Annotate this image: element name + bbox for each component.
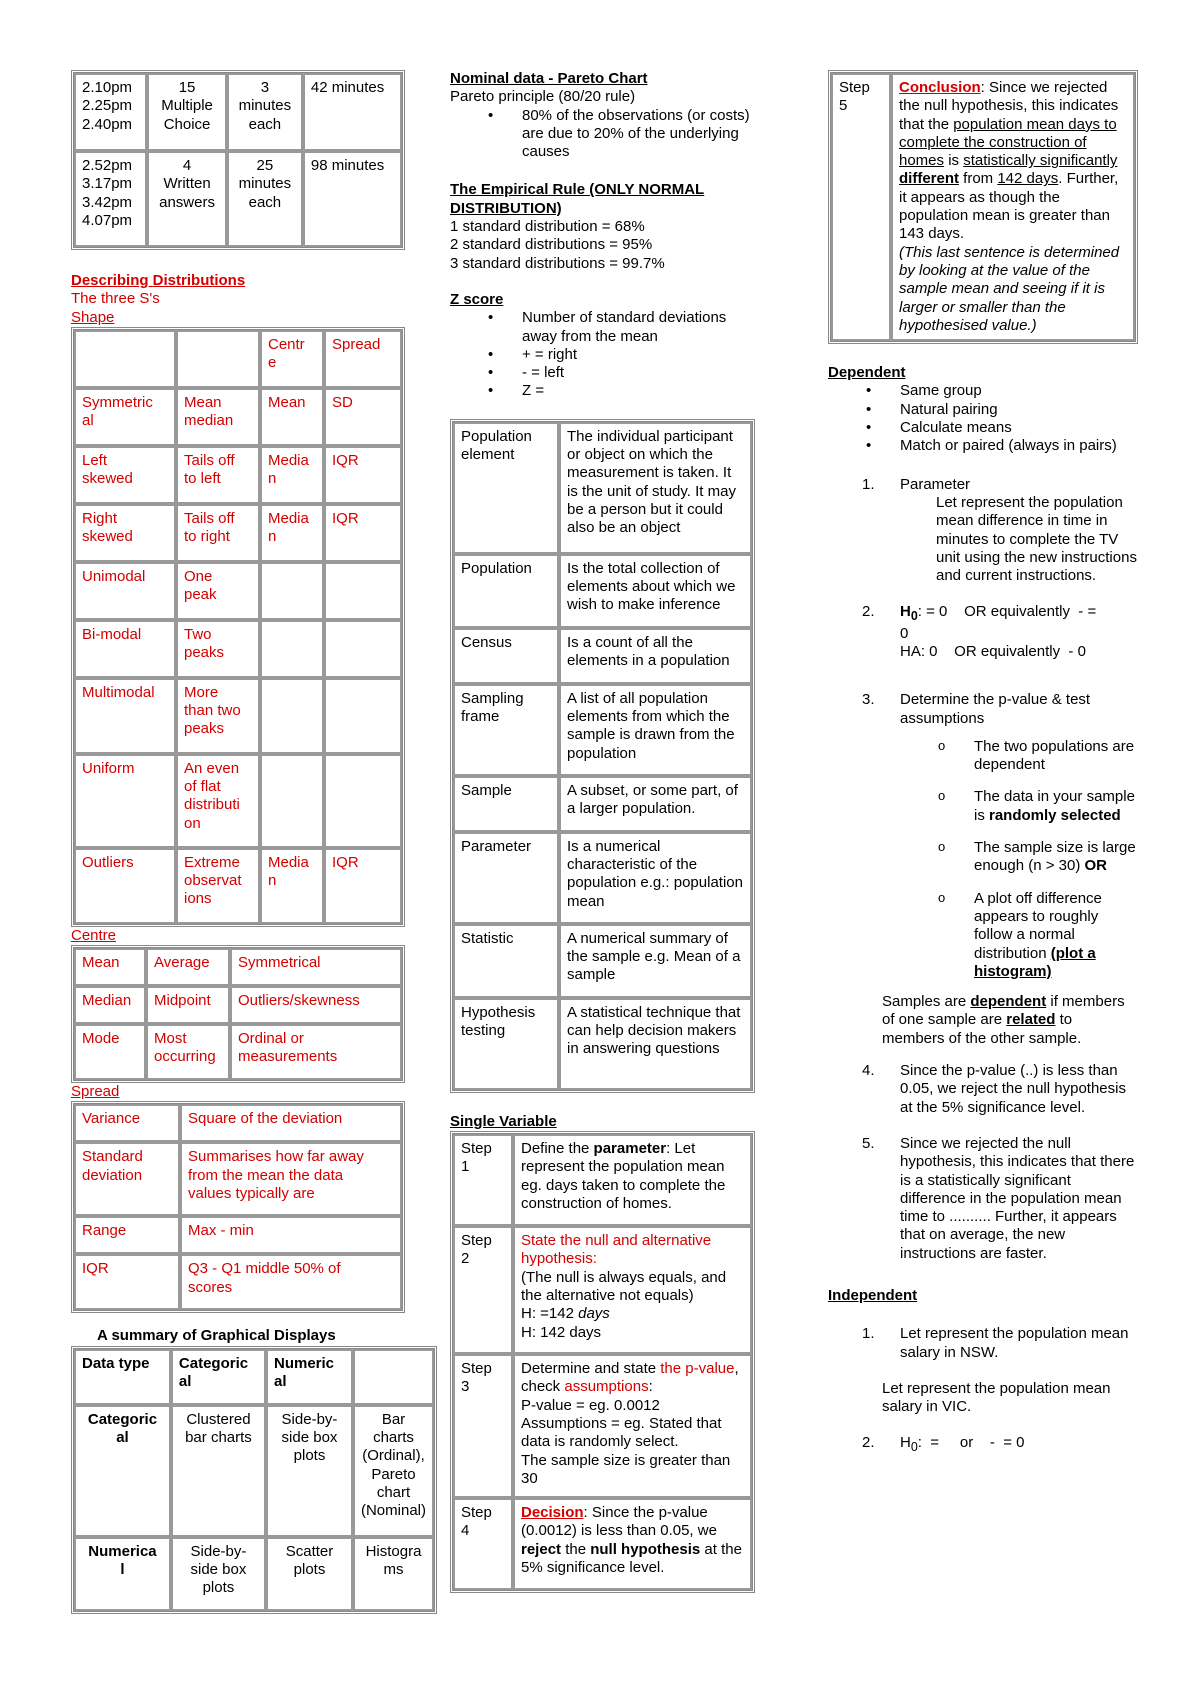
text-span: H [900, 603, 911, 621]
table-cell: Square of the deviation [180, 1104, 402, 1142]
table-header: Categoric al [171, 1349, 266, 1405]
table-row [453, 554, 752, 628]
list-item: • 80% of the observations (or costs) are due to 20% of the underlying causes [522, 107, 755, 162]
text-span: reject [521, 1540, 562, 1558]
text-span: assumptions [564, 1378, 649, 1396]
column-2 [450, 70, 755, 1593]
text-span: : Since we rejected the null hypothesis, this indicates that the [899, 79, 1119, 133]
step-label: Step 4 [453, 1498, 513, 1590]
text-line: Parameter [900, 475, 971, 493]
table-row [74, 678, 402, 754]
text-line: Let represent the population mean salary in VIC. [882, 1379, 1111, 1416]
text-span: Define the [521, 1140, 594, 1158]
zscore-heading: Z score [450, 290, 504, 308]
table-cell: Range [74, 1216, 180, 1254]
spread-table [71, 1101, 405, 1313]
table-cell: Mean [260, 388, 324, 446]
table-cell: Is a count of all the elements in a population [559, 628, 752, 684]
table-row [453, 422, 752, 554]
text-span: The sample size is large enough (n > 30) [974, 839, 1136, 875]
list-item [862, 1325, 1138, 1416]
table-cell: Sample [453, 776, 559, 832]
table-cell: Multimodal [74, 678, 176, 754]
table-row [74, 948, 402, 986]
text-span: randomly selected [989, 806, 1121, 824]
table-cell [324, 562, 402, 620]
text-span: is [944, 152, 964, 170]
table-row [74, 1537, 434, 1611]
table-header: Spread [324, 330, 402, 388]
table-cell: Midpoint [146, 986, 230, 1024]
text-span: A plot off difference appears to roughly follow a normal distribution [974, 889, 1102, 962]
table-cell: Clustered bar charts [171, 1405, 266, 1537]
independent-heading: Independent [828, 1286, 918, 1304]
step-label: Step 3 [453, 1354, 513, 1498]
dependent-heading: Dependent [828, 364, 906, 382]
centre-table [71, 945, 405, 1083]
table-cell: Variance [74, 1104, 180, 1142]
table-row [74, 73, 402, 151]
text-span: related [1006, 1011, 1056, 1029]
list-item [974, 788, 1138, 825]
list-number: 1. [862, 475, 875, 493]
text-span: : Let represent the population mean eg. days taken to complete the construction of homes. [521, 1140, 726, 1212]
text-line: Determine the p-value & test assumptions [900, 691, 1091, 727]
pareto-list [450, 107, 755, 162]
table-cell: Standard deviation [74, 1142, 180, 1216]
list-item: • Same group [900, 382, 1138, 400]
step-5-text [891, 73, 1135, 341]
table-row [74, 986, 402, 1024]
column-3 [828, 70, 1138, 1474]
table-cell: Population [453, 554, 559, 628]
table-cell: IQR [324, 848, 402, 924]
three-s-label: The three S's [71, 290, 160, 308]
table-row [453, 1134, 752, 1226]
text-line: (The null is always equals, and the alternative not equals) [521, 1268, 727, 1304]
assumption-list [900, 738, 1138, 981]
step-3-text [513, 1354, 752, 1498]
table-header [74, 330, 176, 388]
table-cell: Mean [74, 948, 146, 986]
text-span: : = 0 OR equivalently - = 0 [900, 603, 1097, 642]
table-cell: 4 Written answers [147, 151, 227, 247]
table-cell: Symmetrical [230, 948, 402, 986]
text-span: Decision [521, 1504, 584, 1522]
text-span: days [578, 1305, 610, 1323]
table-cell: Summarises how far away from the mean the data values typically are [180, 1142, 402, 1216]
list-item [974, 890, 1138, 981]
step-1-text [513, 1134, 752, 1226]
text-span: if members of one sample are [882, 993, 1125, 1029]
table-cell [260, 620, 324, 678]
table-cell: Average [146, 948, 230, 986]
text-span: Samples are [882, 993, 971, 1011]
table-cell: IQR [324, 446, 402, 504]
text-span: The data in your sample is [974, 788, 1135, 824]
table-cell: Side-by- side box plots [171, 1537, 266, 1611]
table-cell: IQR [74, 1254, 180, 1310]
text-span: Conclusion [899, 79, 981, 96]
table-row [74, 754, 402, 848]
text-line: P-value = eg. 0.0012 [521, 1396, 660, 1414]
table-cell: Categoric al [74, 1405, 171, 1537]
text-span: H [900, 1434, 911, 1452]
table-cell: Extreme observat ions [176, 848, 260, 924]
list-item [862, 475, 1138, 586]
table-cell: Hypothesis testing [453, 998, 559, 1090]
text-span: : = or - = 0 [917, 1434, 1025, 1452]
table-row [74, 1142, 402, 1216]
list-item: o The two populations are dependent [974, 738, 1138, 775]
table-row [453, 776, 752, 832]
table-cell: Sampling frame [453, 684, 559, 776]
text-span: OR [1084, 857, 1108, 875]
table-cell: Population element [453, 422, 559, 554]
text-span: . Further, it appears as though the population mean is greater than 143 days. [899, 170, 1119, 243]
table-row [74, 1254, 402, 1310]
list-item: • Calculate means [900, 419, 1138, 437]
table-cell: A numerical summary of the sample e.g. Mean of a sample [559, 924, 752, 998]
table-cell: Tails off to right [176, 504, 260, 562]
list-item [862, 1134, 1138, 1263]
text-line: HA: 0 OR equivalently - 0 [900, 642, 1086, 660]
table-cell [260, 562, 324, 620]
table-cell: A statistical technique that can help decision makers in answering questions [559, 998, 752, 1090]
independent-steps [828, 1325, 1138, 1455]
table-cell: Tails off to left [176, 446, 260, 504]
list-item: • Z = [522, 382, 755, 400]
table-cell: 15 Multiple Choice [147, 73, 227, 151]
table-cell: Q3 - Q1 middle 50% of scores [180, 1254, 402, 1310]
table-cell: Media n [260, 504, 324, 562]
table-cell: Outliers [74, 848, 176, 924]
table-cell: Two peaks [176, 620, 260, 678]
step-4-text [513, 1498, 752, 1590]
spread-label: Spread [71, 1083, 120, 1101]
single-variable-heading: Single Variable [450, 1112, 557, 1130]
table-header: Data type [74, 1349, 171, 1405]
table-cell: Media n [260, 848, 324, 924]
text-span: Since we rejected the null hypothesis, this indicates that there is a statistically significant difference in the population mean time to .......... Further, it appears that on average, the new instructions are faster. [900, 1134, 1135, 1262]
pareto-heading: Nominal data - Pareto Chart [450, 70, 648, 87]
table-row [453, 1226, 752, 1354]
shape-table [71, 327, 405, 927]
text-span: at the 5% significance level. [521, 1540, 742, 1576]
single-variable-table [450, 1131, 755, 1593]
text-span: from [959, 170, 998, 188]
table-row [74, 1405, 434, 1537]
table-cell: Ordinal or measurements [230, 1024, 402, 1080]
list-item [862, 1062, 1138, 1117]
text-span: 142 days [997, 170, 1059, 188]
table-cell [324, 678, 402, 754]
table-cell: Max - min [180, 1216, 402, 1254]
text-span: dependent [970, 993, 1047, 1011]
table-cell: Symmetric al [74, 388, 176, 446]
table-cell: Median [74, 986, 146, 1024]
table-cell: An even of flat distributi on [176, 754, 260, 848]
table-row [74, 1349, 434, 1405]
table-cell: The individual participant or object on which the measurement is taken. It is the unit of study. It may be a person but it could also be an object [559, 422, 752, 554]
empirical-line: 1 standard distribution = 68% [450, 218, 645, 236]
list-item [862, 1434, 1138, 1455]
table-cell: Outliers/skewness [230, 986, 402, 1024]
table-cell: Most occurring [146, 1024, 230, 1080]
table-cell: A list of all population elements from which the sample is drawn from the population [559, 684, 752, 776]
text-span: : [648, 1378, 653, 1396]
table-cell: Statistic [453, 924, 559, 998]
text-span: : Since the p-value (0.0012) is less than 0.05, we [521, 1504, 717, 1540]
table-cell: 2.52pm 3.17pm 3.42pm 4.07pm [74, 151, 147, 247]
text-line [900, 603, 1138, 643]
empirical-line: 2 standard distributions = 95% [450, 236, 653, 254]
text-line: The sample size is greater than 30 [521, 1451, 731, 1487]
table-cell: 3 minutes each [227, 73, 303, 151]
samples-note [828, 993, 1138, 1048]
list-item: • Natural pairing [900, 401, 1138, 419]
table-row [453, 628, 752, 684]
list-item [862, 691, 1138, 981]
table-cell: Is the total collection of elements about which we wish to make inference [559, 554, 752, 628]
table-cell: Media n [260, 446, 324, 504]
table-cell: Mode [74, 1024, 146, 1080]
list-item [974, 839, 1138, 876]
table-cell: Census [453, 628, 559, 684]
text-span: to members of the other sample. [882, 1011, 1082, 1047]
table-header: Centr e [260, 330, 324, 388]
text-line [900, 1434, 1138, 1455]
table-cell: Bi-modal [74, 620, 176, 678]
centre-label: Centre [71, 926, 117, 944]
text-span: 0 [910, 1440, 918, 1455]
table-header [176, 330, 260, 388]
list-number: 4. [862, 1062, 875, 1080]
table-row [74, 562, 402, 620]
graphical-title: A summary of Graphical Displays [97, 1327, 336, 1345]
table-cell: Numerica l [74, 1537, 171, 1611]
dependent-steps-continued [828, 1062, 1138, 1263]
text-span: Since the p-value (..) is less than 0.05, we reject the null hypothesis at the 5% significance level. [900, 1062, 1126, 1116]
table-row [453, 924, 752, 998]
text-span: null hypothesis [590, 1540, 701, 1558]
definitions-table [450, 419, 755, 1093]
list-item: • Match or paired (always in pairs) [900, 437, 1138, 455]
table-row [453, 1354, 752, 1498]
text-line: State the null and alternative hypothesis: [521, 1232, 712, 1268]
text-line [521, 1360, 744, 1397]
text-span: (plot a histogram) [974, 944, 1096, 980]
table-cell: 2.10pm 2.25pm 2.40pm [74, 73, 147, 151]
table-cell: 25 minutes each [227, 151, 303, 247]
step-2-text [513, 1226, 752, 1354]
table-row [74, 330, 402, 388]
table-header: Numeric al [266, 1349, 353, 1405]
table-cell: Left skewed [74, 446, 176, 504]
list-number: 2. [862, 1434, 875, 1452]
list-item [862, 603, 1138, 661]
text-span: population mean days to complete the construction of homes [899, 115, 1117, 170]
column-1 [71, 70, 426, 1614]
table-cell: 98 minutes [303, 151, 402, 247]
dependent-list [828, 382, 1138, 455]
table-cell: Histogra ms [353, 1537, 434, 1611]
table-cell: One peak [176, 562, 260, 620]
table-cell: Side-by- side box plots [266, 1405, 353, 1537]
text-span: H: =142 [521, 1305, 579, 1323]
table-cell [260, 754, 324, 848]
table-cell: IQR [324, 504, 402, 562]
table-row [74, 1216, 402, 1254]
step-5-table [828, 70, 1138, 344]
step-label: Step 2 [453, 1226, 513, 1354]
table-row [74, 446, 402, 504]
text-span: the p-value [660, 1360, 735, 1378]
text-line: H: 142 days [521, 1323, 602, 1341]
table-row [74, 1104, 402, 1142]
empirical-heading: The Empirical Rule (ONLY NORMAL DISTRIBUTION) [450, 181, 705, 217]
table-cell: A subset, or some part, of a larger population. [559, 776, 752, 832]
text-span: the [561, 1540, 591, 1558]
table-row [453, 832, 752, 924]
table-cell: Mean median [176, 388, 260, 446]
table-row [453, 998, 752, 1090]
table-cell: Is a numerical characteristic of the population e.g.: population mean [559, 832, 752, 924]
list-item: • + = right [522, 346, 755, 364]
text-line [521, 1305, 744, 1323]
table-row [453, 684, 752, 776]
describing-heading: Describing Distributions [71, 272, 246, 289]
list-number: 1. [862, 1325, 875, 1343]
list-item: • Number of standard deviations away from the mean [522, 309, 755, 346]
table-cell: SD [324, 388, 402, 446]
pareto-line: Pareto principle (80/20 rule) [450, 88, 636, 106]
text-span: parameter [593, 1140, 667, 1158]
table-row [74, 504, 402, 562]
empirical-line: 3 standard distributions = 99.7% [450, 254, 665, 272]
table-row [74, 388, 402, 446]
table-cell: Unimodal [74, 562, 176, 620]
table-row [831, 73, 1135, 341]
text-line: Let represent the population mean salary in NSW. [900, 1325, 1129, 1361]
zscore-list [450, 309, 755, 400]
list-item: • - = left [522, 364, 755, 382]
table-cell [324, 620, 402, 678]
table-cell: 42 minutes [303, 73, 402, 151]
table-row [74, 848, 402, 924]
table-cell: Bar charts (Ordinal), Pareto chart (Nominal) [353, 1405, 434, 1537]
text-line: Assumptions = eg. Stated that data is randomly select. [521, 1414, 722, 1451]
table-header [353, 1349, 434, 1405]
table-cell [324, 754, 402, 848]
table-cell: Uniform [74, 754, 176, 848]
text-span: Determine and state [521, 1360, 661, 1378]
text-span: , check [521, 1360, 739, 1396]
table-row [74, 620, 402, 678]
dependent-steps [828, 476, 1138, 981]
exam-schedule-table [71, 70, 405, 250]
table-cell: Right skewed [74, 504, 176, 562]
text-span: statistically significantly [963, 152, 1118, 170]
table-cell [260, 678, 324, 754]
shape-label: Shape [71, 308, 115, 326]
table-row [74, 151, 402, 247]
table-cell: More than two peaks [176, 678, 260, 754]
table-row [74, 1024, 402, 1080]
text-span: 0 [910, 609, 918, 624]
graphical-table [71, 1346, 437, 1614]
text-span: different [899, 170, 959, 188]
step-label: Step 1 [453, 1134, 513, 1226]
table-row [453, 1498, 752, 1590]
list-number: 2. [862, 603, 875, 621]
table-cell: Parameter [453, 832, 559, 924]
table-cell: Scatter plots [266, 1537, 353, 1611]
text-line: (This last sentence is determined by looking at the value of the sample mean and seeing if it is larger or smaller than the hypothesised value.) [899, 243, 1120, 334]
list-number: 5. [862, 1134, 875, 1152]
list-number: 3. [862, 691, 875, 709]
step-label: Step 5 [831, 73, 891, 341]
text-line: Let represent the population mean difference in time in minutes to complete the TV unit using the new instructions and current instructions. [936, 493, 1137, 585]
